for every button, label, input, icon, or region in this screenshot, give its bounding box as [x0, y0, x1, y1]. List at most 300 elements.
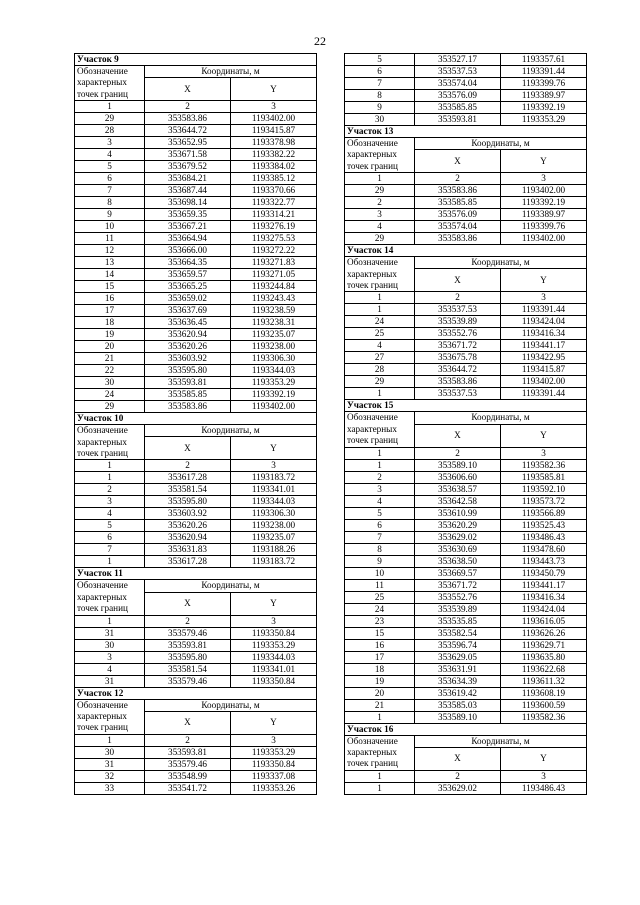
- x-coordinate: 353585.03: [415, 699, 501, 711]
- x-header: X: [145, 437, 231, 460]
- coordinates-header: Координаты, м: [415, 735, 587, 747]
- y-coordinate: 1193399.76: [501, 221, 587, 233]
- parcel-title: Участок 15: [345, 400, 587, 412]
- y-coordinate: 1193272.22: [231, 245, 317, 257]
- point-id: 31: [75, 627, 145, 639]
- point-id: 29: [75, 113, 145, 125]
- column-number: 1: [75, 615, 145, 627]
- table-row: [75, 185, 317, 197]
- column-number: 2: [415, 292, 501, 304]
- x-coordinate: 353527.17: [415, 54, 501, 66]
- point-id: 1: [345, 304, 415, 316]
- column-number-row: [345, 770, 587, 782]
- point-id: 8: [75, 197, 145, 209]
- point-id: 16: [75, 293, 145, 305]
- y-header: Y: [501, 747, 587, 770]
- x-coordinate: 353579.46: [145, 627, 231, 639]
- table-row: [345, 483, 587, 495]
- y-coordinate: 1193402.00: [501, 185, 587, 197]
- y-coordinate: 1193350.84: [231, 758, 317, 770]
- y-coordinate: 1193276.19: [231, 221, 317, 233]
- x-coordinate: 353585.85: [415, 102, 501, 114]
- column-number: 3: [501, 292, 587, 304]
- x-coordinate: 353595.80: [145, 365, 231, 377]
- point-id: 9: [345, 102, 415, 114]
- column-number: 1: [345, 447, 415, 459]
- point-id: 3: [345, 209, 415, 221]
- column-number-row: [75, 101, 317, 113]
- point-id: 6: [345, 66, 415, 78]
- y-coordinate: 1193238.00: [231, 341, 317, 353]
- point-id: 28: [345, 364, 415, 376]
- column-number: 3: [231, 734, 317, 746]
- table-row: [345, 376, 587, 388]
- x-coordinate: 353541.72: [145, 782, 231, 794]
- table-row: [75, 651, 317, 663]
- point-id: 21: [345, 699, 415, 711]
- point-id: 18: [75, 317, 145, 329]
- point-id: 31: [75, 675, 145, 687]
- y-coordinate: 1193441.17: [501, 579, 587, 591]
- table-row: [75, 197, 317, 209]
- x-coordinate: 353619.42: [415, 687, 501, 699]
- point-id: 27: [345, 352, 415, 364]
- point-id: 13: [75, 257, 145, 269]
- table-row: [75, 770, 317, 782]
- y-coordinate: 1193402.00: [231, 113, 317, 125]
- y-header: Y: [231, 592, 317, 615]
- parcel-title-row: [345, 723, 587, 735]
- table-row: [345, 364, 587, 376]
- point-id: 3: [345, 483, 415, 495]
- point-label-header: Обозначение характерных точек границ: [345, 257, 415, 292]
- point-id: 32: [75, 770, 145, 782]
- column-number: 1: [345, 173, 415, 185]
- column-number: 1: [75, 101, 145, 113]
- table-row: [345, 54, 587, 66]
- parcel-title: Участок 13: [345, 126, 587, 138]
- column-number-row: [75, 734, 317, 746]
- point-label-header: Обозначение характерных точек границ: [75, 425, 145, 460]
- x-coordinate: 353652.95: [145, 137, 231, 149]
- table-row: [75, 269, 317, 281]
- table-row: [75, 161, 317, 173]
- table-row: [75, 675, 317, 687]
- table-row: [75, 149, 317, 161]
- point-id: 15: [75, 281, 145, 293]
- x-coordinate: 353659.35: [145, 209, 231, 221]
- y-coordinate: 1193622.68: [501, 663, 587, 675]
- point-id: 17: [75, 305, 145, 317]
- y-coordinate: 1193478.60: [501, 543, 587, 555]
- x-coordinate: 353659.02: [145, 293, 231, 305]
- x-coordinate: 353589.10: [415, 459, 501, 471]
- table-row: [75, 639, 317, 651]
- parcel-title-row: [75, 568, 317, 580]
- point-id: 4: [345, 221, 415, 233]
- table-row: [75, 627, 317, 639]
- y-coordinate: 1193271.83: [231, 257, 317, 269]
- parcel-title: Участок 11: [75, 568, 317, 580]
- point-id: 24: [75, 389, 145, 401]
- parcel-title-row: [345, 245, 587, 257]
- y-coordinate: 1193244.84: [231, 281, 317, 293]
- point-id: 4: [345, 495, 415, 507]
- table-row: [345, 603, 587, 615]
- parcel-title: Участок 9: [75, 54, 317, 66]
- coordinates-header: Координаты, м: [415, 257, 587, 269]
- coordinates-header: Координаты, м: [415, 412, 587, 424]
- x-coordinate: 353644.72: [145, 125, 231, 137]
- y-header: Y: [231, 78, 317, 101]
- y-coordinate: 1193183.72: [231, 472, 317, 484]
- y-coordinate: 1193344.03: [231, 651, 317, 663]
- table-row: [75, 137, 317, 149]
- point-id: 19: [75, 329, 145, 341]
- point-id: 4: [345, 340, 415, 352]
- point-id: 29: [345, 233, 415, 245]
- parcel-title-row: [75, 687, 317, 699]
- parcel-title: Участок 16: [345, 723, 587, 735]
- x-coordinate: 353617.28: [145, 472, 231, 484]
- x-coordinate: 353629.02: [415, 782, 501, 794]
- x-coordinate: 353585.85: [145, 389, 231, 401]
- y-coordinate: 1193635.80: [501, 651, 587, 663]
- y-coordinate: 1193566.89: [501, 507, 587, 519]
- y-coordinate: 1193353.29: [231, 377, 317, 389]
- x-coordinate: 353537.53: [415, 66, 501, 78]
- x-coordinate: 353620.29: [415, 519, 501, 531]
- x-coordinate: 353589.10: [415, 711, 501, 723]
- x-coordinate: 353583.86: [145, 401, 231, 413]
- table-row: [75, 281, 317, 293]
- y-coordinate: 1193314.21: [231, 209, 317, 221]
- point-id: 25: [345, 591, 415, 603]
- table-row: [345, 663, 587, 675]
- x-coordinate: 353671.58: [145, 149, 231, 161]
- y-coordinate: 1193384.02: [231, 161, 317, 173]
- x-coordinate: 353620.26: [145, 520, 231, 532]
- table-row: [345, 352, 587, 364]
- x-coordinate: 353644.72: [415, 364, 501, 376]
- x-coordinate: 353638.57: [415, 483, 501, 495]
- header-row: [345, 412, 587, 424]
- x-coordinate: 353548.99: [145, 770, 231, 782]
- table-row: [345, 495, 587, 507]
- table-row: [75, 233, 317, 245]
- x-coordinate: 353539.89: [415, 316, 501, 328]
- x-coordinate: 353593.81: [145, 639, 231, 651]
- y-coordinate: 1193592.10: [501, 483, 587, 495]
- x-header: X: [415, 747, 501, 770]
- table-row: [345, 90, 587, 102]
- table-row: [345, 519, 587, 531]
- table-row: [75, 496, 317, 508]
- table-row: [75, 532, 317, 544]
- table-row: [345, 507, 587, 519]
- y-coordinate: 1193402.00: [501, 376, 587, 388]
- y-coordinate: 1193238.31: [231, 317, 317, 329]
- column-number: 2: [415, 173, 501, 185]
- x-coordinate: 353629.02: [415, 531, 501, 543]
- x-coordinate: 353620.94: [145, 329, 231, 341]
- column-number-row: [75, 460, 317, 472]
- y-coordinate: 1193415.87: [231, 125, 317, 137]
- column-number: 2: [145, 101, 231, 113]
- table-row: [75, 758, 317, 770]
- point-id: 30: [75, 639, 145, 651]
- point-id: 12: [75, 245, 145, 257]
- point-id: 18: [345, 663, 415, 675]
- column-number: 3: [231, 615, 317, 627]
- table-row: [75, 305, 317, 317]
- y-coordinate: 1193238.00: [231, 520, 317, 532]
- point-id: 8: [345, 543, 415, 555]
- point-label-header: Обозначение характерных точек границ: [345, 138, 415, 173]
- table-row: [345, 591, 587, 603]
- header-row: [75, 425, 317, 437]
- y-coordinate: 1193600.59: [501, 699, 587, 711]
- x-coordinate: 353583.86: [415, 233, 501, 245]
- x-coordinate: 353642.58: [415, 495, 501, 507]
- y-coordinate: 1193353.29: [501, 114, 587, 126]
- x-coordinate: 353581.54: [145, 663, 231, 675]
- column-number-row: [75, 615, 317, 627]
- y-coordinate: 1193188.26: [231, 544, 317, 556]
- y-coordinate: 1193443.73: [501, 555, 587, 567]
- table-row: [345, 221, 587, 233]
- table-row: [345, 639, 587, 651]
- column-number: 3: [501, 173, 587, 185]
- point-id: 24: [345, 316, 415, 328]
- column-number: 1: [345, 292, 415, 304]
- y-coordinate: 1193392.19: [501, 197, 587, 209]
- table-row: [345, 531, 587, 543]
- x-coordinate: 353583.86: [415, 185, 501, 197]
- point-id: 11: [345, 579, 415, 591]
- x-coordinate: 353617.28: [145, 556, 231, 568]
- x-coordinate: 353603.92: [145, 353, 231, 365]
- x-coordinate: 353687.44: [145, 185, 231, 197]
- point-id: 20: [75, 341, 145, 353]
- y-coordinate: 1193306.30: [231, 353, 317, 365]
- point-id: 3: [75, 496, 145, 508]
- point-label-header: Обозначение характерных точек границ: [75, 699, 145, 734]
- x-coordinate: 353535.85: [415, 615, 501, 627]
- y-coordinate: 1193183.72: [231, 556, 317, 568]
- x-coordinate: 353581.54: [145, 484, 231, 496]
- x-coordinate: 353582.54: [415, 627, 501, 639]
- y-coordinate: 1193238.59: [231, 305, 317, 317]
- table-row: [345, 651, 587, 663]
- coordinates-header: Координаты, м: [145, 580, 317, 592]
- point-id: 3: [75, 651, 145, 663]
- table-row: [345, 304, 587, 316]
- point-id: 7: [75, 185, 145, 197]
- point-id: 5: [75, 520, 145, 532]
- point-id: 7: [75, 544, 145, 556]
- x-coordinate: 353595.80: [145, 496, 231, 508]
- y-coordinate: 1193582.36: [501, 711, 587, 723]
- y-coordinate: 1193486.43: [501, 531, 587, 543]
- x-coordinate: 353631.91: [415, 663, 501, 675]
- table-row: [75, 209, 317, 221]
- x-coordinate: 353595.80: [145, 651, 231, 663]
- y-coordinate: 1193389.97: [501, 209, 587, 221]
- y-coordinate: 1193415.87: [501, 364, 587, 376]
- y-coordinate: 1193573.72: [501, 495, 587, 507]
- coordinates-header: Координаты, м: [145, 699, 317, 711]
- point-id: 1: [75, 556, 145, 568]
- y-coordinate: 1193353.26: [231, 782, 317, 794]
- column-number: 3: [501, 447, 587, 459]
- y-coordinate: 1193392.19: [501, 102, 587, 114]
- point-label-header: Обозначение характерных точек границ: [345, 412, 415, 447]
- x-coordinate: 353596.74: [415, 639, 501, 651]
- x-coordinate: 353664.94: [145, 233, 231, 245]
- y-header: Y: [501, 150, 587, 173]
- y-coordinate: 1193422.95: [501, 352, 587, 364]
- y-coordinate: 1193350.84: [231, 627, 317, 639]
- y-coordinate: 1193416.34: [501, 328, 587, 340]
- page-number: 22: [314, 34, 326, 48]
- y-coordinate: 1193344.03: [231, 496, 317, 508]
- y-coordinate: 1193399.76: [501, 78, 587, 90]
- point-id: 3: [75, 137, 145, 149]
- x-coordinate: 353593.81: [145, 377, 231, 389]
- table-row: [345, 328, 587, 340]
- table-row: [75, 472, 317, 484]
- header-row: [75, 580, 317, 592]
- point-id: 21: [75, 353, 145, 365]
- x-header: X: [415, 424, 501, 447]
- header-row: [75, 66, 317, 78]
- parcel-title-row: [345, 126, 587, 138]
- parcel-title: Участок 12: [75, 687, 317, 699]
- y-coordinate: 1193337.08: [231, 770, 317, 782]
- x-coordinate: 353638.50: [415, 555, 501, 567]
- column-number: 2: [145, 615, 231, 627]
- point-id: 1: [75, 472, 145, 484]
- x-coordinate: 353659.57: [145, 269, 231, 281]
- point-id: 7: [345, 78, 415, 90]
- column-number-row: [345, 447, 587, 459]
- parcel-title-row: [75, 54, 317, 66]
- header-row: [345, 735, 587, 747]
- point-label-header: Обозначение характерных точек границ: [75, 66, 145, 101]
- table-row: [345, 388, 587, 400]
- table-row: [75, 484, 317, 496]
- parcel-title: Участок 10: [75, 413, 317, 425]
- coordinates-header: Координаты, м: [415, 138, 587, 150]
- table-row: [345, 459, 587, 471]
- point-id: 30: [75, 377, 145, 389]
- point-id: 16: [345, 639, 415, 651]
- point-id: 28: [75, 125, 145, 137]
- point-id: 5: [345, 507, 415, 519]
- table-row: [75, 508, 317, 520]
- x-coordinate: 353620.94: [145, 532, 231, 544]
- x-coordinate: 353665.25: [145, 281, 231, 293]
- y-coordinate: 1193344.03: [231, 365, 317, 377]
- parcel-title-row: [345, 400, 587, 412]
- point-id: 4: [75, 149, 145, 161]
- x-coordinate: 353579.46: [145, 675, 231, 687]
- table-row: [345, 543, 587, 555]
- point-id: 2: [345, 471, 415, 483]
- x-coordinate: 353583.86: [145, 113, 231, 125]
- y-coordinate: 1193611.32: [501, 675, 587, 687]
- column-number-row: [345, 173, 587, 185]
- table-row: [345, 579, 587, 591]
- y-coordinate: 1193370.66: [231, 185, 317, 197]
- x-coordinate: 353552.76: [415, 328, 501, 340]
- table-row: [345, 555, 587, 567]
- y-header: Y: [501, 424, 587, 447]
- y-coordinate: 1193391.44: [501, 388, 587, 400]
- column-number: 3: [231, 101, 317, 113]
- point-id: 22: [75, 365, 145, 377]
- point-id: 23: [345, 615, 415, 627]
- column-number: 2: [145, 734, 231, 746]
- column-number: 3: [231, 460, 317, 472]
- x-coordinate: 353620.26: [145, 341, 231, 353]
- right-column: [344, 53, 587, 795]
- y-coordinate: 1193243.43: [231, 293, 317, 305]
- table-row: [75, 746, 317, 758]
- table-row: [345, 782, 587, 794]
- y-header: Y: [501, 269, 587, 292]
- point-id: 15: [345, 627, 415, 639]
- x-coordinate: 353629.05: [415, 651, 501, 663]
- table-row: [345, 699, 587, 711]
- point-id: 1: [345, 782, 415, 794]
- table-row: [345, 197, 587, 209]
- x-coordinate: 353671.72: [415, 340, 501, 352]
- y-coordinate: 1193424.04: [501, 316, 587, 328]
- y-coordinate: 1193378.98: [231, 137, 317, 149]
- x-coordinate: 353679.52: [145, 161, 231, 173]
- y-coordinate: 1193382.22: [231, 149, 317, 161]
- x-coordinate: 353537.53: [415, 388, 501, 400]
- y-coordinate: 1193402.00: [231, 401, 317, 413]
- y-coordinate: 1193389.97: [501, 90, 587, 102]
- x-coordinate: 353675.78: [415, 352, 501, 364]
- x-coordinate: 353576.09: [415, 90, 501, 102]
- x-coordinate: 353664.35: [145, 257, 231, 269]
- column-number: 2: [415, 447, 501, 459]
- y-coordinate: 1193608.19: [501, 687, 587, 699]
- y-coordinate: 1193392.19: [231, 389, 317, 401]
- table-row: [75, 389, 317, 401]
- column-number: 3: [501, 770, 587, 782]
- x-coordinate: 353606.60: [415, 471, 501, 483]
- y-coordinate: 1193402.00: [501, 233, 587, 245]
- y-header: Y: [231, 711, 317, 734]
- table-row: [75, 520, 317, 532]
- x-coordinate: 353576.09: [415, 209, 501, 221]
- x-coordinate: 353634.39: [415, 675, 501, 687]
- x-coordinate: 353574.04: [415, 221, 501, 233]
- table-row: [345, 185, 587, 197]
- y-coordinate: 1193626.26: [501, 627, 587, 639]
- table-row: [75, 173, 317, 185]
- table-row: [345, 687, 587, 699]
- table-row: [75, 125, 317, 137]
- x-coordinate: 353610.99: [415, 507, 501, 519]
- y-coordinate: 1193441.17: [501, 340, 587, 352]
- table-row: [75, 329, 317, 341]
